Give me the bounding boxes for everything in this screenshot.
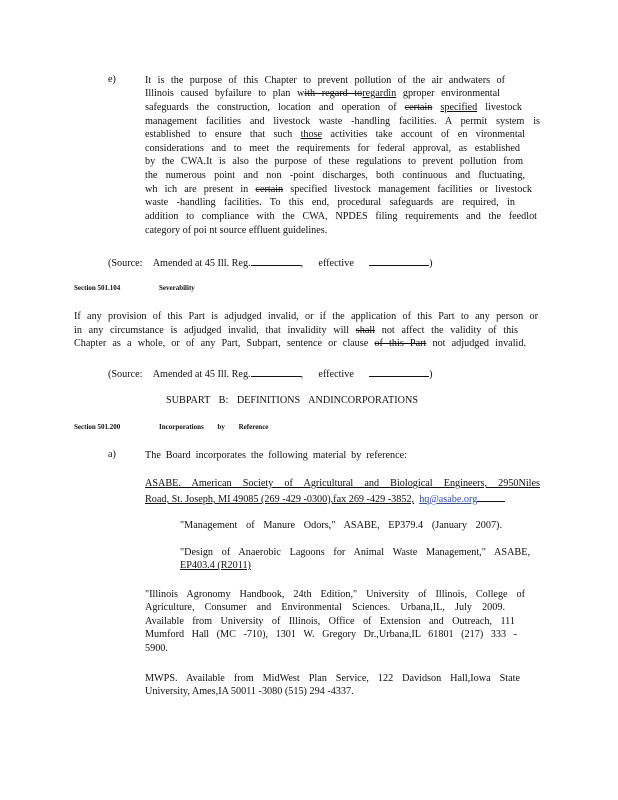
subsection-a-text: The Board incorporates the following material by reference: (145, 450, 407, 461)
paragraph-e-line-12: category of poi nt source effluent guidelines. (145, 225, 328, 236)
iah-line-2: Agriculture, Consumer and Environmental Sciences. Urbana,IL, July 2009. (145, 602, 505, 613)
struck-text: ith regard to (304, 88, 363, 99)
paragraph-e-line-5: established to ensure that such those activities take account of en vironmental (145, 129, 526, 140)
paragraph-e-line-8: the numerous point and non -point discharges, both continuous and fluctuating, (145, 170, 525, 181)
source-prefix: (Source: (108, 369, 143, 380)
mwps-line-1: MWPS. Available from MidWest Plan Service, 122 Davidson Hall,Iowa State (145, 673, 520, 684)
source-amended: Amended at 45 Ill. Reg. (152, 369, 251, 380)
paragraph-e-line-1: It is the purpose of this Chapter to prevent pollution of the air andwaters of (145, 75, 505, 86)
inserted-text: specified (440, 102, 478, 113)
lagoons-entry-line-1: "Design of Anaerobic Lagoons for Animal Waste Management," ASABE, (180, 547, 530, 558)
source-close: ) (429, 258, 433, 269)
paragraph-e-line-6: considerations and to meet the requirements for federal approval, as established (145, 143, 520, 154)
inserted-text: regardin (362, 88, 397, 99)
section-104-title: Severability (159, 284, 195, 292)
underline-tail (477, 491, 505, 502)
struck-text: certain (255, 184, 284, 195)
source-note-2: (Source: Amended at 45 Ill. Reg. , effective ) (108, 366, 438, 381)
asabe-email-link[interactable]: hq@asabe.org (419, 494, 478, 505)
blank-reg-2 (251, 366, 301, 377)
section-104-number: Section 501.104 (74, 284, 121, 292)
subpart-title: SUBPART B: DEFINITIONS ANDINCORPORATIONS (166, 395, 418, 406)
subsection-a-marker: a) (108, 449, 116, 460)
asabe-line-2 (145, 491, 540, 506)
paragraph-e-line-2: Illinois caused byfailure to plan with regard toregardin gproper environmental (145, 88, 500, 99)
source-amended: Amended at 45 Ill. Reg. (152, 258, 251, 269)
struck-text: certain (404, 102, 433, 113)
mwps-line-2: University, Ames,IA 50011 -3080 (515) 294 -4337. (145, 686, 354, 697)
inserted-text: g (402, 88, 408, 99)
blank-effective-1 (369, 255, 429, 266)
inserted-text: those (300, 129, 323, 140)
paragraph-e-line-4: management facilities and livestock waste -handling facilities. A permit system is (145, 116, 540, 127)
lagoons-entry-line-2: EP403.4 (R2011) (180, 560, 251, 571)
manure-odors-entry: "Management of Manure Odors," ASABE, EP379.4 (January 2007). (180, 520, 502, 531)
section-200-number: Section 501.200 (74, 423, 121, 431)
section-200-title: Incorporations by Reference (159, 423, 269, 431)
paragraph-e-line-7: by the CWA.It is also the purpose of these regulations to prevent pollution from (145, 156, 523, 167)
asabe-line-1: ASABE. American Society of Agricultural and Biological Engineers, 2950Niles (145, 478, 540, 489)
source-effective: effective (318, 369, 354, 380)
source-note-1: (Source: Amended at 45 Ill. Reg. , effective ) (108, 255, 438, 270)
paragraph-e-line-3: safeguards the construction, location and operation of certain specified livestock (145, 102, 523, 113)
paragraph-e-line-10: waste -handling facilities. To this end, procedural safeguards are required, in (145, 197, 515, 208)
section-104-line-2: in any circumstance is adjudged invalid, that invalidity will shall not affect the validity of this (74, 325, 518, 336)
paragraph-e-marker: e) (108, 74, 116, 85)
blank-reg-1 (251, 255, 301, 266)
source-prefix: (Source: (108, 258, 143, 269)
iah-line-1: "Illinois Agronomy Handbook, 24th Edition," University of Illinois, College of (145, 589, 525, 600)
iah-line-4: Mumford Hall (MC -710), 1301 W. Gregory Dr.,Urbana,IL 61801 (217) 333 - (145, 629, 517, 640)
asabe-address: Road, St. Joseph, MI 49085 (269 -429 -0300),fax 269 -429 -3852, (145, 494, 415, 505)
section-104-line-3: Chapter as a whole, or of any Part, Subpart, sentence or clause of this Part not adjudged invalid. (74, 338, 527, 349)
blank-effective-2 (369, 366, 429, 377)
line2-part-a: Illinois caused byfailure to plan w (145, 88, 305, 99)
source-close: ) (429, 369, 433, 380)
iah-line-3: Available from University of Illinois, Office of Extension and Outreach, 111 (145, 616, 515, 627)
section-104-line-1: If any provision of this Part is adjudged invalid, or if the application of this Part to any person or (74, 311, 538, 322)
paragraph-e-line-11: addition to compliance with the CWA, NPDES filing requirements and the feedlot (145, 211, 537, 222)
source-effective: effective (318, 258, 354, 269)
paragraph-e-line-9: wh ich are present in certain specified livestock management facilities or livestock (145, 184, 532, 195)
struck-text: of this Part (374, 338, 427, 349)
struck-text: shall (355, 325, 376, 336)
iah-line-5: 5900. (145, 643, 168, 654)
